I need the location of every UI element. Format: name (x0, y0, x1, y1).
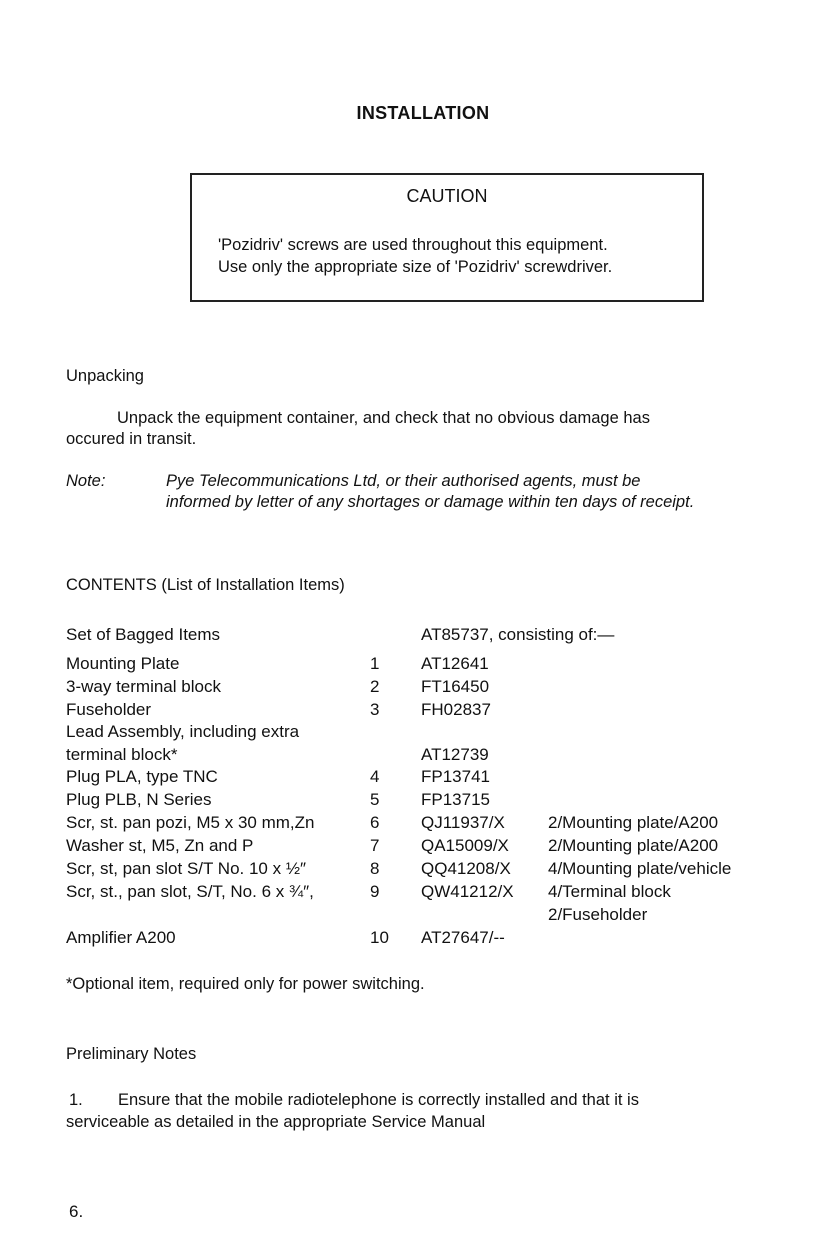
item-name: Scr, st., pan slot, S/T, No. 6 x ¾″, (66, 882, 314, 901)
caution-heading: CAUTION (406, 186, 488, 206)
preliminary-text: serviceable as detailed in the appropriate Service Manual (66, 1113, 486, 1131)
unpacking-text: Unpack the equipment container, and check that no obvious damage has (117, 409, 650, 427)
item-number: 4 (370, 767, 380, 786)
item-part: QA15009/X (421, 836, 509, 855)
item-usage: 4/Mounting plate/vehicle (548, 859, 732, 878)
item-number: 7 (370, 836, 380, 855)
note-text: informed by letter of any shortages or damage within ten days of receipt. (166, 493, 695, 511)
caution-line: Use only the appropriate size of 'Pozidriv' screwdriver. (218, 258, 613, 276)
item-part: AT12739 (421, 745, 489, 764)
item-name: Lead Assembly, including extra (66, 722, 300, 741)
item-part: AT12641 (421, 654, 489, 673)
item-name: Fuseholder (66, 700, 152, 719)
item-part: QJ11937/X (421, 813, 505, 832)
item-usage: 4/Terminal block (548, 882, 671, 901)
unpacking-heading: Unpacking (66, 367, 144, 385)
page-number: 6. (69, 1202, 84, 1221)
note-label: Note: (66, 472, 106, 490)
item-part: FP13741 (421, 767, 490, 786)
item-name: Scr, st, pan slot S/T No. 10 x ½″ (66, 859, 307, 878)
caution-line: 'Pozidriv' screws are used throughout this equipment. (218, 236, 608, 254)
preliminary-heading: Preliminary Notes (66, 1045, 197, 1063)
item-number: 10 (370, 928, 389, 947)
item-number: 5 (370, 790, 380, 809)
item-name: Amplifier A200 (66, 928, 176, 947)
item-name: Mounting Plate (66, 654, 180, 673)
preliminary-text: Ensure that the mobile radiotelephone is correctly installed and that it is (118, 1091, 639, 1109)
item-number: 6 (370, 813, 380, 832)
note-text: Pye Telecommunications Ltd, or their authorised agents, must be (166, 472, 641, 490)
item-usage: 2/Mounting plate/A200 (548, 836, 719, 855)
item-name: Scr, st. pan pozi, M5 x 30 mm,Zn (66, 813, 315, 832)
item-name: 3-way terminal block (66, 677, 221, 696)
set-label: Set of Bagged Items (66, 625, 221, 644)
item-number: 9 (370, 882, 380, 901)
item-number: 3 (370, 700, 380, 719)
item-part: FP13715 (421, 790, 490, 809)
item-name: terminal block* (66, 745, 178, 764)
page-title: INSTALLATION (356, 103, 490, 123)
item-part: FT16450 (421, 677, 490, 696)
item-number: 1 (370, 654, 380, 673)
item-number: 8 (370, 859, 380, 878)
item-usage: 2/Mounting plate/A200 (548, 813, 719, 832)
item-usage: 2/Fuseholder (548, 905, 648, 924)
item-name: Plug PLA, type TNC (66, 767, 218, 786)
item-part: FH02837 (421, 700, 491, 719)
item-part: QQ41208/X (421, 859, 511, 878)
item-part: AT27647/-- (421, 928, 505, 947)
unpacking-text: occured in transit. (66, 430, 197, 448)
preliminary-item-number: 1. (69, 1091, 83, 1109)
item-name: Washer st, M5, Zn and P (66, 836, 254, 855)
footnote: *Optional item, required only for power switching. (66, 975, 425, 993)
item-number: 2 (370, 677, 380, 696)
contents-heading: CONTENTS (List of Installation Items) (66, 576, 345, 594)
set-part-number: AT85737, consisting of:— (421, 625, 615, 644)
item-name: Plug PLB, N Series (66, 790, 212, 809)
item-part: QW41212/X (421, 882, 514, 901)
